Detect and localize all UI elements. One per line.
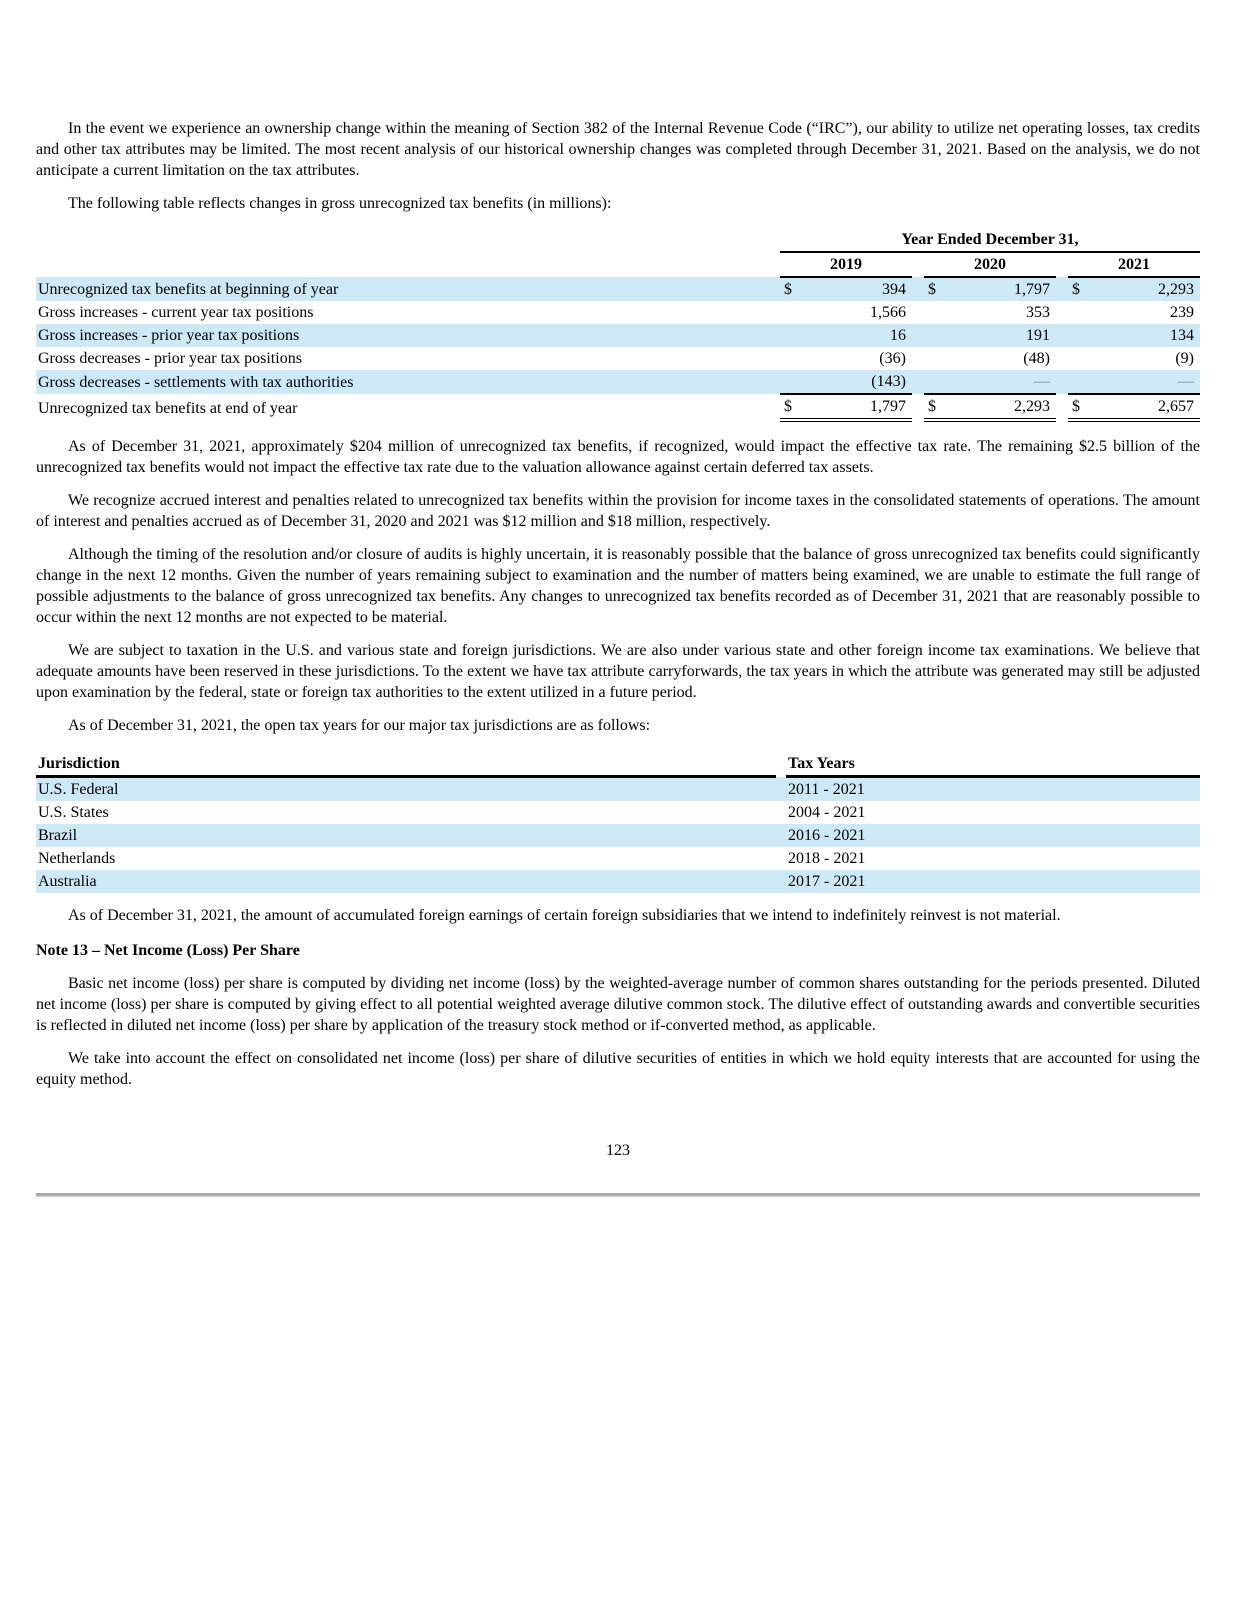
year-header-2020: 2020 [924,252,1056,277]
value-2020: 191 [946,324,1056,347]
table-row [36,301,1200,324]
value-2021: (9) [1175,350,1194,367]
value-2019: (36) [879,350,906,367]
value-2019: 1,797 [802,394,912,420]
jurisdiction-cell: Netherlands [38,850,116,867]
paragraph-ownership-change: In the event we experience an ownership change within the meaning of Section 382 of the Internal Revenue Code (“IRC”), our ability to utilize net operating losses, tax credits and other tax attributes may be limited. The most recent analysis of our historical ownership changes was completed through December 31, 2021. Based on the analysis, we do not anticipate a current limitation on the tax attributes. [36,120,1200,179]
table-row [36,847,1200,870]
jurisdiction-cell: U.S. Federal [36,777,776,802]
paragraph-interest-penalties: We recognize accrued interest and penalties related to unrecognized tax benefits within the provision for income taxes in the consolidated statements of operations. The amount of interest and penalties accrued as of December 31, 2020 and 2021 was $12 million and $18 million, respectively. [36,492,1200,530]
paragraph-effective-tax-rate: As of December 31, 2021, approximately $204 million of unrecognized tax benefits, if recognized, would impact the effective tax rate. The remaining $2.5 billion of the unrecognized tax benefits would not impact the effective tax rate due to the valuation allowance against certain deferred tax assets. [36,438,1200,476]
bottom-page-rule [36,1193,1200,1197]
value-2020: 1,797 [946,277,1056,301]
span-header: Year Ended December 31, [780,228,1200,252]
paragraph-audit-resolution: Although the timing of the resolution and/or closure of audits is highly uncertain, it is reasonably possible that the balance of gross unrecognized tax benefits could significantly change in the next 12 months. Given the number of years remaining subject to examination and the number of matters being examined, we are unable to estimate the full range of possible adjustments to the balance of gross unrecognized tax benefits. Any changes to unrecognized tax benefits recorded as of December 31, 2021 that are reasonably possible to occur within the next 12 months are not expected to be material. [36,546,1200,626]
value-2020: (48) [1023,350,1050,367]
paragraph-open-tax-years-intro: As of December 31, 2021, the open tax years for our major tax jurisdictions are as follows: [68,717,651,734]
currency-symbol: $ [1068,277,1090,301]
currency-symbol: $ [780,394,802,420]
value-2020: 353 [1025,304,1050,321]
value-2021: 134 [1090,324,1200,347]
value-2020: 2,293 [946,394,1056,420]
table-row [36,801,1200,824]
jurisdiction-tax-years-table [36,752,1200,893]
value-2019: 1,566 [869,304,906,321]
row-label: Gross decreases - settlements with tax authorities [36,370,780,394]
jurisdiction-cell: Australia [36,870,776,893]
currency-symbol: $ [924,394,946,420]
tax-years-cell: 2017 - 2021 [786,870,1200,893]
jurisdiction-header-row [36,752,1200,777]
tax-years-cell: 2004 - 2021 [788,804,866,821]
note-13-heading: Note 13 – Net Income (Loss) Per Share [36,942,300,959]
jurisdiction-column-header: Jurisdiction [36,752,776,777]
jurisdiction-cell: Brazil [36,824,776,847]
table-row [36,824,1200,847]
tax-years-cell: 2018 - 2021 [788,850,866,867]
paragraph-basic-diluted-eps: Basic net income (loss) per share is computed by dividing net income (loss) by the weighted-average number of common shares outstanding for the periods presented. Diluted net income (loss) per share is computed by giving effect to all potential weighted average dilutive common stock. The dilutive effect of outstanding awards and convertible securities is reflected in diluted net income (loss) per share by application of the treasury stock method or if-converted method, as applicable. [36,975,1200,1034]
table-total-row [36,394,1200,420]
table-row [36,277,1200,301]
row-label: Gross increases - current year tax positions [38,304,314,321]
table-row [36,347,1200,370]
paragraph-foreign-earnings: As of December 31, 2021, the amount of accumulated foreign earnings of certain foreign subsidiaries that we intend to indefinitely reinvest is not material. [68,907,1061,924]
year-header-2019: 2019 [780,252,912,277]
unrecognized-tax-benefits-table [36,228,1200,422]
value-2019: (143) [802,370,912,394]
paragraph-table-intro: The following table reflects changes in gross unrecognized tax benefits (in millions): [68,195,612,212]
row-label: Gross decreases - prior year tax positions [38,350,302,367]
year-header-2021: 2021 [1068,252,1200,277]
row-label: Gross increases - prior year tax positions [36,324,780,347]
table-row [36,370,1200,394]
value-2019: 394 [802,277,912,301]
row-label: Unrecognized tax benefits at end of year [38,400,298,417]
table-row [36,777,1200,802]
page-number: 123 [606,1142,630,1159]
tax-years-cell: 2016 - 2021 [786,824,1200,847]
paragraph-taxation-jurisdictions: We are subject to taxation in the U.S. and various state and foreign jurisdictions. We are also under various state and other foreign income tax examinations. We believe that adequate amounts have been reserved in these jurisdictions. To the extent we have tax attribute carryforwards, the tax years in which the attribute was generated may still be adjusted upon examination by the federal, state or foreign tax authorities to the extent utilized in a future period. [36,642,1200,701]
value-2019: 16 [802,324,912,347]
tax-years-cell: 2011 - 2021 [786,777,1200,802]
currency-symbol: $ [924,277,946,301]
paragraph-equity-method: We take into account the effect on consolidated net income (loss) per share of dilutive securities of entities in which we hold equity interests that are accounted for using the equity method. [36,1050,1200,1088]
value-2021: 239 [1170,304,1194,321]
value-2021: 2,293 [1090,277,1200,301]
currency-symbol: $ [1068,394,1090,420]
table-row [36,324,1200,347]
table-row [36,870,1200,893]
table-span-header-row [36,228,1200,252]
table-year-header-row [36,252,1200,277]
jurisdiction-cell: U.S. States [38,804,109,821]
value-2021: — [1090,370,1200,394]
row-label: Unrecognized tax benefits at beginning of year [36,277,780,301]
tax-years-column-header: Tax Years [786,752,1200,777]
currency-symbol: $ [780,277,802,301]
value-2020: — [946,370,1056,394]
value-2021: 2,657 [1090,394,1200,420]
